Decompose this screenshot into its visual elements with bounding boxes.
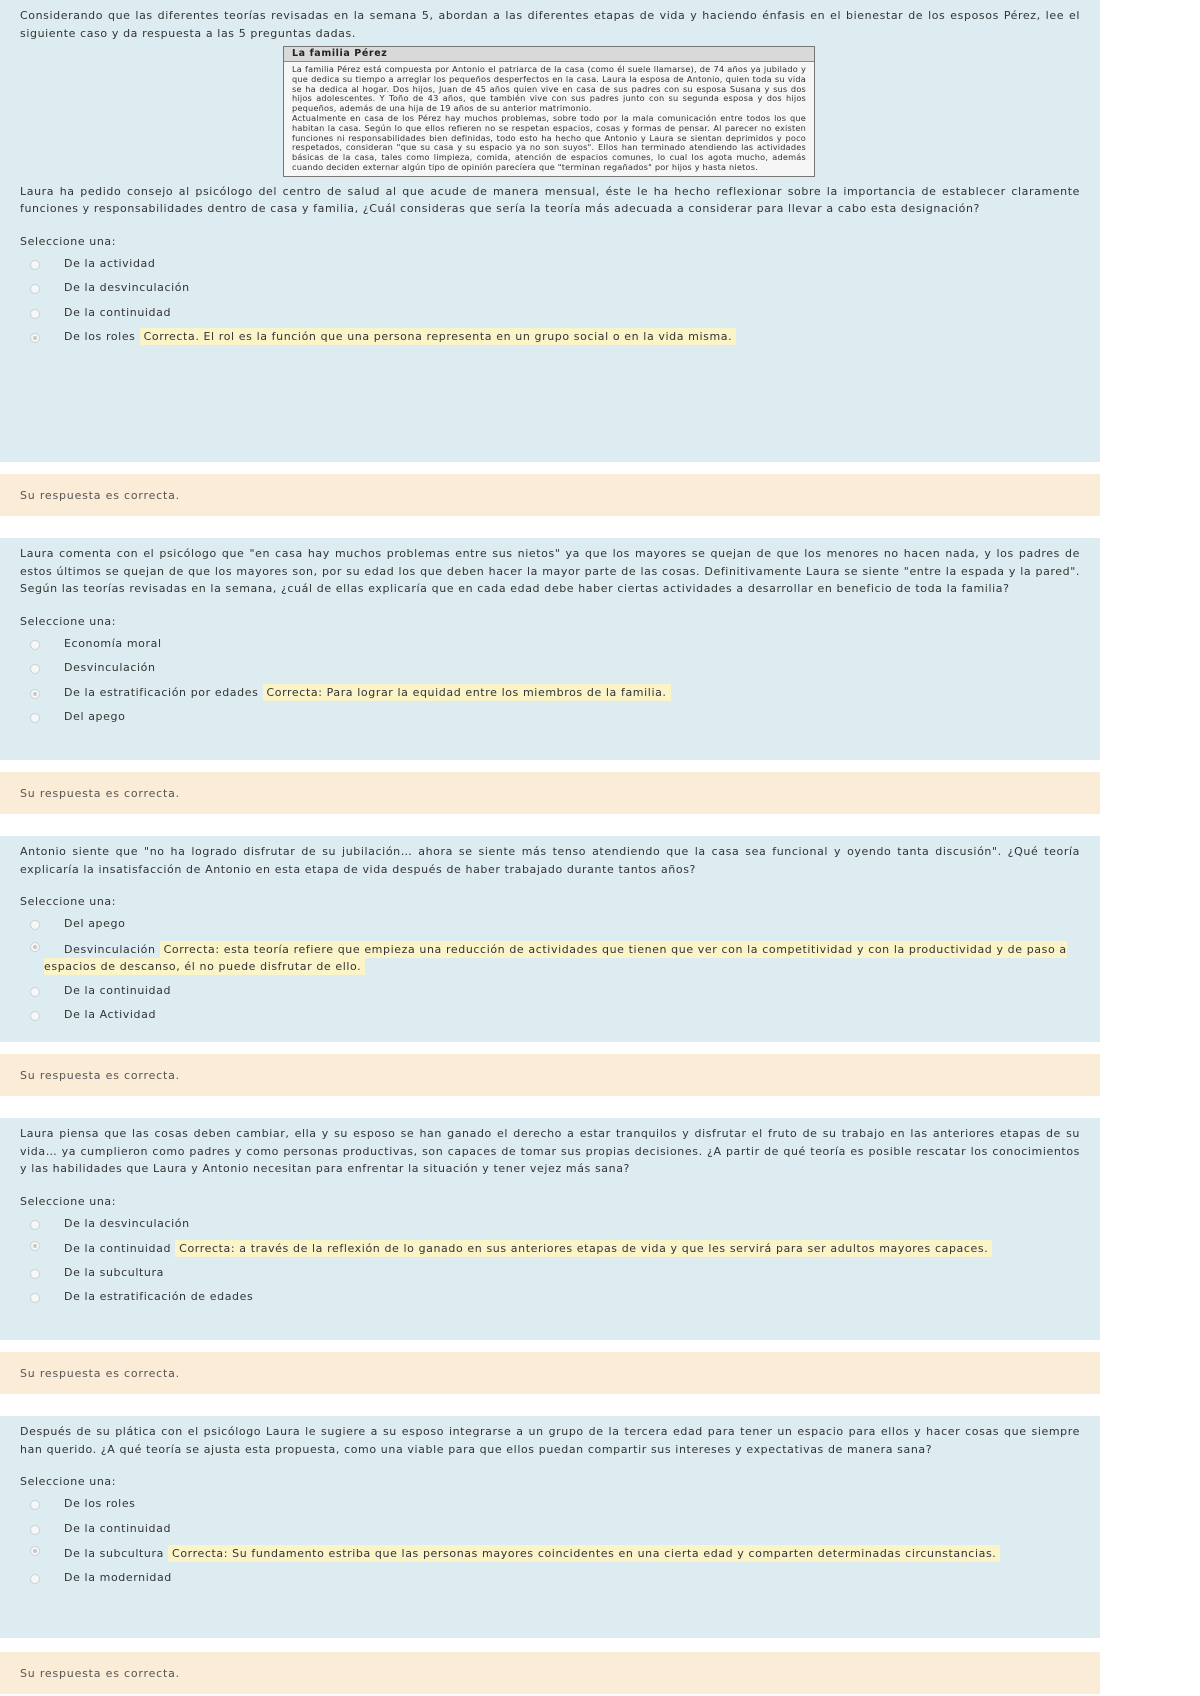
radio-button[interactable] — [30, 1220, 40, 1230]
option[interactable]: De la subcultura — [20, 1261, 1080, 1286]
option-selected[interactable]: De la estratificación por edades Correcta: Para lograr la equidad entre los miembros de la familia. — [20, 681, 1080, 706]
radio-button[interactable] — [30, 1011, 40, 1021]
question-2-block — [0, 538, 1100, 760]
feedback-correct: Correcta: esta teoría refiere que empieza una reducción de actividades que tienen que ver con la competitividad y con la productividad y de paso a espacios de descanso, él no puede disfrutar de ello. — [44, 942, 1067, 973]
select-label: Seleccione una: — [20, 1475, 117, 1488]
option-selected[interactable]: Desvinculación Correcta: esta teoría refiere que empieza una reducción de actividades que tienen que ver con la competitividad y con la productividad y de paso a espacios de descanso, él no puede disfrutar de ello. — [20, 937, 1080, 979]
answer-result-3: Su respuesta es correcta. — [0, 1054, 1100, 1096]
select-label: Seleccione una: — [20, 895, 117, 908]
option[interactable]: De los roles — [20, 1492, 1080, 1517]
option[interactable]: De la actividad — [20, 252, 1080, 277]
answer-result-5: Su respuesta es correcta. — [0, 1652, 1100, 1694]
option[interactable]: De la Actividad — [20, 1003, 1080, 1028]
radio-button[interactable] — [30, 987, 40, 997]
question-3-options — [20, 912, 1080, 1028]
question-1-block — [0, 0, 1100, 462]
select-label: Seleccione una: — [20, 234, 117, 248]
radio-button-checked[interactable] — [30, 689, 40, 699]
option[interactable]: Desvinculación — [20, 656, 1080, 681]
radio-button-checked[interactable] — [30, 1241, 40, 1251]
option[interactable]: De la desvinculación — [20, 276, 1080, 301]
question-5-prompt: Después de su plática con el psicólogo Laura le sugiere a su esposo integrarse a un grupo de la tercera edad para tener un espacio para ellos y hacer cosas que siempre han querido. ¿A qué teoría se ajusta esta propuesta, como una viable para que ellos puedan compartir sus intereses y expectativas de manera sana? — [20, 1425, 1080, 1456]
feedback-correct: Correcta: Su fundamento estriba que las personas mayores coincidentes en una cierta edad y comparten determinadas circunstancias. — [168, 1545, 1000, 1562]
option[interactable]: Del apego — [20, 705, 1080, 730]
radio-button-checked[interactable] — [30, 942, 40, 952]
question-1-prompt: Laura ha pedido consejo al psicólogo del centro de salud al que acude de manera mensual, éste le ha hecho reflexionar sobre la importancia de establecer claramente funciones y responsabilidades dentro de casa y familia, ¿Cuál consideras que sería la teoría más adecuada a considerar para llevar a cabo esta designación? — [20, 184, 1080, 216]
question-1-options — [20, 252, 1080, 350]
case-paragraph-1: La familia Pérez está compuesta por Antonio el patriarca de la casa (como él suele llamarse), de 74 años ya jubilado y que dedica su tiempo a arreglar los pequeños desperfectos en la casa. Laura la esposa de Antonio, quien toda su vida se ha dedica al hogar. Dos hijos, Juan de 45 años quien vive en casa de sus padres con su esposa Susana y sus dos hijos adolescentes. Y Toño de 43 años, que también vive con sus padres junto con su segunda esposa y dos hijos pequeños, además de una hija de 19 años de su anterior matrimonio. — [292, 64, 806, 114]
question-5-block — [0, 1416, 1100, 1638]
question-4-prompt: Laura piensa que las cosas deben cambiar, ella y su esposo se han ganado el derecho a estar tranquilos y disfrutar el fruto de su trabajo en las anteriores etapas de su vida… ya cumplieron como padres y como personas productivas, son capaces de tomar sus propias decisiones. ¿A partir de qué teoría es posible rescatar los conocimientos y las habilidades que Laura y Antonio necesitan para enfrentar la situación y tener vejez más sana? — [20, 1127, 1080, 1175]
option[interactable]: De la continuidad — [20, 1517, 1080, 1542]
question-5-options — [20, 1492, 1080, 1590]
select-label: Seleccione una: — [20, 614, 117, 628]
case-title: La familia Pérez — [284, 47, 814, 62]
intro-text: Considerando que las diferentes teorías revisadas en la semana 5, abordan a las diferentes etapas de vida y haciendo énfasis en el bienestar de los esposos Pérez, lee el siguiente caso y da respuesta a las 5 preguntas dadas. — [20, 9, 1080, 40]
question-2-options — [20, 632, 1080, 730]
radio-button-checked[interactable] — [30, 333, 40, 343]
case-box — [283, 46, 815, 177]
radio-button[interactable] — [30, 664, 40, 674]
option-selected[interactable]: De la subcultura Correcta: Su fundamento estriba que las personas mayores coincidentes en una cierta edad y comparten determinadas circunstancias. — [20, 1541, 1080, 1566]
question-3-block — [0, 836, 1100, 1042]
feedback-correct: Correcta: a través de la reflexión de lo ganado en sus anteriores etapas de vida y que les servirá para ser adultos mayores capaces. — [175, 1240, 992, 1257]
option[interactable]: De la modernidad — [20, 1566, 1080, 1591]
radio-button[interactable] — [30, 1500, 40, 1510]
option-selected[interactable]: De los roles Correcta. El rol es la función que una persona representa en un grupo social o en la vida misma. — [20, 325, 1080, 350]
radio-button[interactable] — [30, 640, 40, 650]
option[interactable]: De la continuidad — [20, 979, 1080, 1004]
radio-button[interactable] — [30, 920, 40, 930]
question-3-prompt: Antonio siente que "no ha logrado disfrutar de su jubilación… ahora se siente más tenso atendiendo que la casa sea funcional y oyendo tanta discusión". ¿Qué teoría explicaría la insatisfacción de Antonio en esta etapa de vida después de haber trabajado durante tantos años? — [20, 845, 1080, 876]
radio-button[interactable] — [30, 1269, 40, 1279]
question-4-block — [0, 1118, 1100, 1340]
option[interactable]: Del apego — [20, 912, 1080, 937]
radio-button[interactable] — [30, 1574, 40, 1584]
option[interactable]: De la continuidad — [20, 301, 1080, 326]
feedback-correct: Correcta. El rol es la función que una persona representa en un grupo social o en la vida misma. — [140, 328, 737, 345]
answer-result-2: Su respuesta es correcta. — [0, 772, 1100, 814]
radio-button[interactable] — [30, 284, 40, 294]
option-selected[interactable]: De la continuidad Correcta: a través de la reflexión de lo ganado en sus anteriores etapas de vida y que les servirá para ser adultos mayores capaces. — [20, 1236, 1080, 1261]
radio-button[interactable] — [30, 1293, 40, 1303]
feedback-correct: Correcta: Para lograr la equidad entre los miembros de la familia. — [263, 684, 671, 701]
answer-result-4: Su respuesta es correcta. — [0, 1352, 1100, 1394]
option[interactable]: Economía moral — [20, 632, 1080, 657]
option[interactable]: De la desvinculación — [20, 1212, 1080, 1237]
radio-button[interactable] — [30, 260, 40, 270]
select-label: Seleccione una: — [20, 1194, 117, 1208]
radio-button-checked[interactable] — [30, 1546, 40, 1556]
radio-button[interactable] — [30, 713, 40, 723]
radio-button[interactable] — [30, 309, 40, 319]
question-4-options — [20, 1212, 1080, 1310]
question-2-prompt: Laura comenta con el psicólogo que "en casa hay muchos problemas entre sus nietos" ya que los mayores se quejan de que los menores no hacen nada, y los padres de estos últimos se quejan de que los mayores son, por su edad los que deben hacer la mayor parte de las cosas. Definitivamente Laura se siente "entre la espada y la pared". Según las teorías revisadas en la semana, ¿cuál de ellas explicaría que en cada edad debe haber ciertas actividades a desarrollar en beneficio de toda la familia? — [20, 547, 1080, 595]
answer-result-1: Su respuesta es correcta. — [0, 474, 1100, 516]
case-paragraph-2: Actualmente en casa de los Pérez hay muchos problemas, sobre todo por la mala comunicación entre todos los que habitan la casa. Según lo que ellos refieren no se respetan espacios, cosas y formas de pensar. Al parecer no existen funciones ni responsabilidades bien definidas, todo esto ha hecho que Antonio y Laura se sientan deprimidos y poco respetados, consideran "que su casa y su espacio ya no son suyos". Ellos han terminado atendiendo las actividades básicas de la casa, tales como limpieza, comida, atención de espacios comunes, lo cual los agota mucho, además cuando deciden externar algún tipo de opinión parecíera que "terminan regañados" por hijos y hasta nietos. — [292, 112, 806, 172]
radio-button[interactable] — [30, 1525, 40, 1535]
option[interactable]: De la estratificación de edades — [20, 1285, 1080, 1310]
